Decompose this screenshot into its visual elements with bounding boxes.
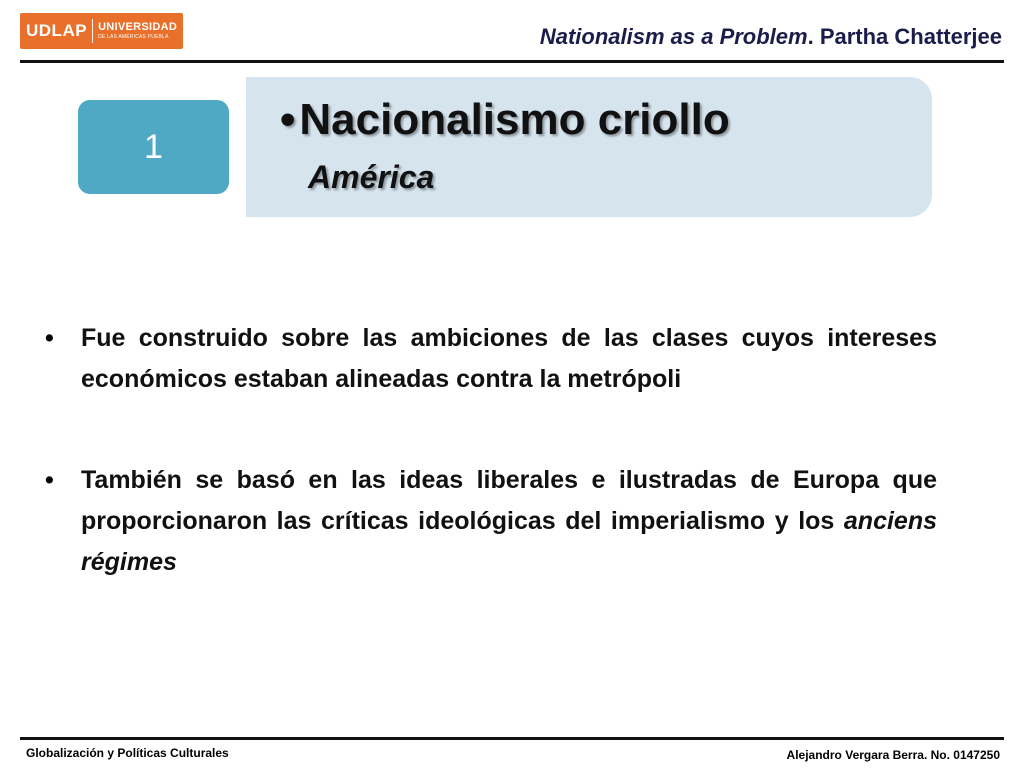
bullet-text-block [81,460,937,583]
slide-subtitle: América [308,159,435,195]
logo-text [98,22,177,40]
header-divider [20,60,1004,63]
header-title-rest: . Partha Chatterjee [807,24,1002,49]
bullet-item [45,460,937,583]
bullet-text: También se basó en las ideas liberales e ilustradas de Europa que proporcionaron las críticas ideológicas del imperialismo y los [81,466,937,535]
footer-course: Globalización y Políticas Culturales [26,746,229,760]
header-title [540,24,1002,50]
footer-divider [20,737,1004,740]
bullet-item [45,318,937,400]
logo-mark: UDLAP [26,21,88,40]
logo-separator [92,19,93,43]
bullet-text: Fue construido sobre las ambiciones de las clases cuyos intereses económicos estaban alineadas contra la metrópoli [81,324,937,393]
slide-title [280,95,730,145]
bullet-text-italic: anciens régimes [81,507,937,576]
slide-number-box [78,100,229,194]
bullet-dot: • [45,466,54,494]
bullet-dot: • [45,324,54,352]
slide-number: 1 [144,127,163,166]
logo-line2: DE LAS AMÉRICAS PUEBLA [98,34,169,40]
title-panel [246,77,932,217]
slide-title-text: Nacionalismo criollo [299,95,730,144]
title-bullet: • [280,95,296,144]
bullet-list [45,318,937,643]
footer-author: Alejandro Vergara Berra. No. 0147250 [786,748,1000,762]
udlap-logo [20,13,183,49]
logo-line1: UNIVERSIDAD [98,21,178,33]
header-title-italic: Nationalism as a Problem [539,24,808,49]
